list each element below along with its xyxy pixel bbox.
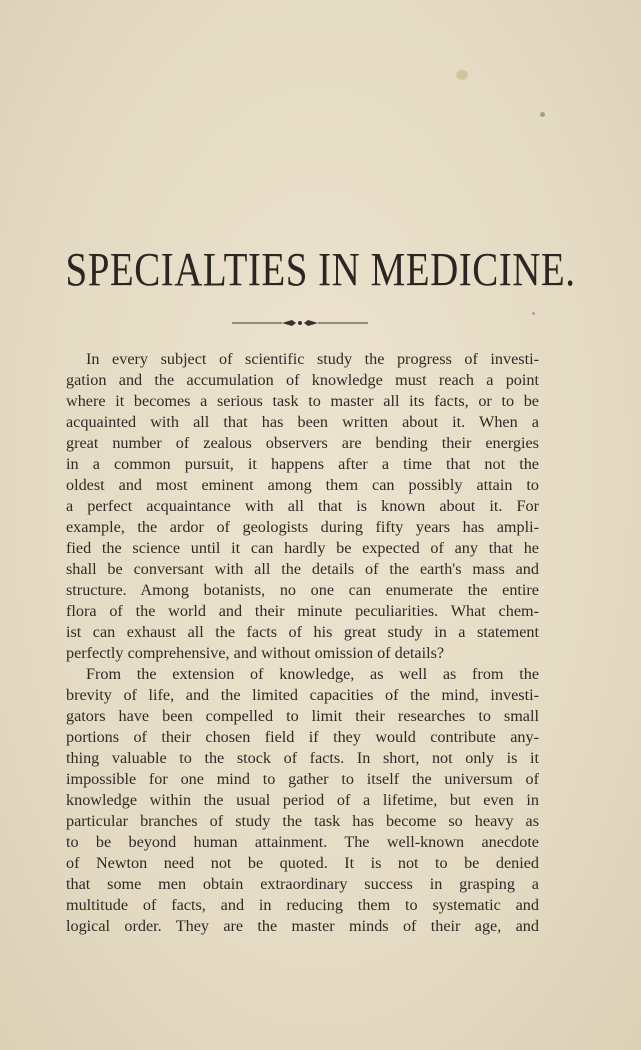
text-line: impossible for one mind to gather to itself the universum of (66, 770, 539, 788)
paper-speck (532, 312, 535, 315)
text-line: flora of the world and their minute peculiarities. What chem- (66, 602, 539, 620)
paper-speck (540, 112, 545, 117)
text-line: brevity of life, and the limited capacities of the mind, investi- (66, 686, 539, 704)
ornamental-rule-icon (232, 318, 368, 328)
text-line: fied the science until it can hardly be expected of any that he (66, 539, 539, 557)
text-line: of Newton need not be quoted. It is not to be denied (66, 854, 539, 872)
text-line: to be beyond human attainment. The well-known anecdote (66, 833, 539, 851)
text-line: portions of their chosen field if they would contribute any- (66, 728, 539, 746)
text-line: great number of zealous observers are bending their energies (66, 434, 539, 452)
text-line: gation and the accumulation of knowledge must reach a point (66, 371, 539, 389)
text-line: that some men obtain extraordinary success in grasping a (66, 875, 539, 893)
text-line: shall be conversant with all the details of the earth's mass and (66, 560, 539, 578)
text-line: particular branches of study the task has become so heavy as (66, 812, 539, 830)
text-line: acquainted with all that has been written about it. When a (66, 413, 539, 431)
body-text (66, 349, 539, 937)
text-line: multitude of facts, and in reducing them to systematic and (66, 896, 539, 914)
text-line: oldest and most eminent among them can possibly attain to (66, 476, 539, 494)
text-line: ist can exhaust all the facts of his great study in a statement (66, 623, 539, 641)
paper-speck (456, 70, 468, 80)
text-line: thing valuable to the stock of facts. In short, not only is it (66, 749, 539, 767)
text-line: where it becomes a serious task to master all its facts, or to be (66, 392, 539, 410)
text-line: knowledge within the usual period of a lifetime, but even in (66, 791, 539, 809)
text-line: structure. Among botanists, no one can enumerate the entire (66, 581, 539, 599)
text-line: a perfect acquaintance with all that is known about it. For (66, 497, 539, 515)
text-line: In every subject of scientific study the progress of investi- (86, 350, 539, 368)
text-line: example, the ardor of geologists during fifty years has ampli- (66, 518, 539, 536)
page-title: SPECIALTIES IN MEDICINE. (65, 244, 576, 297)
text-line: perfectly comprehensive, and without omission of details? (66, 644, 445, 662)
text-line: in a common pursuit, it happens after a time that not the (66, 455, 539, 473)
text-line: From the extension of knowledge, as well as from the (86, 665, 539, 683)
text-line: logical order. They are the master minds of their age, and (66, 917, 539, 935)
text-line: gators have been compelled to limit their researches to small (66, 707, 539, 725)
